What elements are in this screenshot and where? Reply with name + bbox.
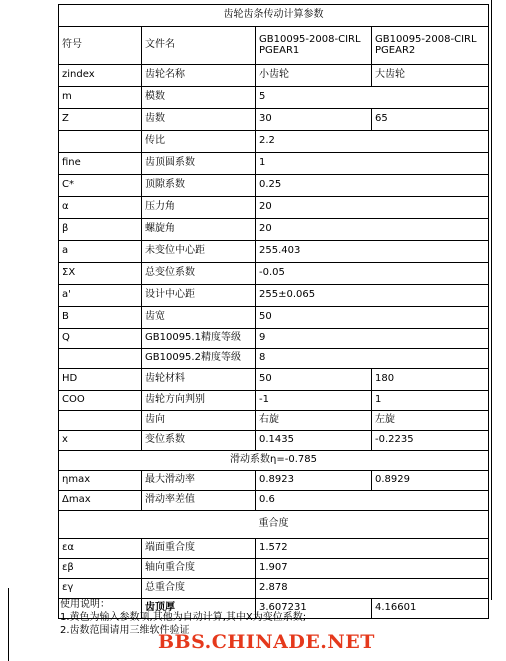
cell-value1: 9 — [256, 329, 489, 349]
cell-name: 齿数 — [142, 109, 256, 131]
table-row — [59, 263, 489, 285]
cell-symbol — [59, 131, 142, 153]
cell-symbol: m — [59, 87, 142, 109]
cell-name: 设计中心距 — [142, 285, 256, 307]
cell-value1: 5 — [256, 87, 489, 109]
cell-value1: 3.607231 — [256, 599, 372, 619]
cell-symbol: Q — [59, 329, 142, 349]
cell-value1: 255.403 — [256, 241, 489, 263]
cell-name: 轴向重合度 — [142, 559, 256, 579]
cell-value1: 50 — [256, 307, 489, 329]
cell-value1: 0.1435 — [256, 431, 372, 451]
header-name: 文件名 — [142, 27, 256, 65]
table-row — [59, 87, 489, 109]
cell-name: 传比 — [142, 131, 256, 153]
cell-symbol — [59, 411, 142, 431]
cell-value2: 0.8929 — [372, 471, 489, 491]
cell-symbol: Δmax — [59, 491, 142, 511]
cell-value2: 180 — [372, 369, 489, 391]
cell-symbol: a' — [59, 285, 142, 307]
cell-symbol: C* — [59, 175, 142, 197]
cell-name: 顶隙系数 — [142, 175, 256, 197]
cell-symbol: COO — [59, 391, 142, 411]
table-row — [59, 153, 489, 175]
cell-value1: 1.907 — [256, 559, 489, 579]
cell-value2: 65 — [372, 109, 489, 131]
cell-symbol: HD — [59, 369, 142, 391]
cell-value1: 255±0.065 — [256, 285, 489, 307]
cell-value1: 50 — [256, 369, 372, 391]
cell-value1: -0.05 — [256, 263, 489, 285]
header-col1: GB10095-2008-CIRL PGEAR1 — [256, 27, 372, 65]
cell-value2: -0.2235 — [372, 431, 489, 451]
cell-name: 模数 — [142, 87, 256, 109]
cell-symbol: εβ — [59, 559, 142, 579]
cell-name: GB10095.2精度等级 — [142, 349, 256, 369]
cell-value1: 8 — [256, 349, 489, 369]
cell-symbol: ηmax — [59, 471, 142, 491]
cell-value1: 1.572 — [256, 539, 489, 559]
cell-value1: 0.25 — [256, 175, 489, 197]
cell-name: 齿顶圆系数 — [142, 153, 256, 175]
cell-value1: 20 — [256, 219, 489, 241]
cell-value1: 0.6 — [256, 491, 489, 511]
table-row — [59, 491, 489, 511]
left-border-line — [8, 588, 9, 661]
cell-name: 压力角 — [142, 197, 256, 219]
notes-line1: 1.黄色为输入参数项,其他为自动计算,其中X为变位系数; — [60, 612, 307, 623]
table-title: 齿轮齿条传动计算参数 — [59, 5, 489, 27]
section-sliding: 滑动系数η=-0.785 — [59, 451, 489, 471]
header-symbol: 符号 — [59, 27, 142, 65]
table-row — [59, 579, 489, 599]
table-row — [59, 175, 489, 197]
cell-symbol: β — [59, 219, 142, 241]
cell-symbol: fine — [59, 153, 142, 175]
table-row — [59, 285, 489, 307]
cell-name: 总变位系数 — [142, 263, 256, 285]
cell-value1: 右旋 — [256, 411, 372, 431]
cell-value2: 大齿轮 — [372, 65, 489, 87]
section-overlap: 重合度 — [59, 511, 489, 539]
table-row — [59, 349, 489, 369]
notes-heading: 使用说明： — [60, 599, 110, 610]
cell-value1: 小齿轮 — [256, 65, 372, 87]
cell-value1: 0.8923 — [256, 471, 372, 491]
cell-value1: 1 — [256, 153, 489, 175]
table-row — [59, 219, 489, 241]
header-col2: GB10095-2008-CIRL PGEAR2 — [372, 27, 489, 65]
right-border-line — [491, 0, 492, 600]
cell-value1: 2.878 — [256, 579, 489, 599]
cell-name: 齿宽 — [142, 307, 256, 329]
cell-symbol: B — [59, 307, 142, 329]
cell-name: 变位系数 — [142, 431, 256, 451]
cell-name: 最大滑动率 — [142, 471, 256, 491]
table-row — [59, 329, 489, 349]
cell-symbol: Z — [59, 109, 142, 131]
notes-line2: 2.齿数范围请用三维软件验证 — [60, 625, 190, 636]
table-row — [59, 369, 489, 391]
table-row — [59, 391, 489, 411]
table-row — [59, 65, 489, 87]
table-row — [59, 559, 489, 579]
table-row — [59, 307, 489, 329]
table-row — [59, 471, 489, 491]
cell-value2: 左旋 — [372, 411, 489, 431]
cell-name: 端面重合度 — [142, 539, 256, 559]
table-row — [59, 431, 489, 451]
table-row — [59, 197, 489, 219]
cell-value1: 2.2 — [256, 131, 489, 153]
cell-symbol: εγ — [59, 579, 142, 599]
table-row — [59, 241, 489, 263]
cell-symbol: ΣX — [59, 263, 142, 285]
cell-name: 齿轮方向判别 — [142, 391, 256, 411]
cell-name: 滑动率差值 — [142, 491, 256, 511]
cell-name: 未变位中心距 — [142, 241, 256, 263]
cell-name: GB10095.1精度等级 — [142, 329, 256, 349]
cell-name: 齿向 — [142, 411, 256, 431]
table-row — [59, 131, 489, 153]
watermark-text: BBS.CHINADE.NET — [158, 631, 375, 653]
cell-symbol: x — [59, 431, 142, 451]
table-row — [59, 539, 489, 559]
cell-value2: 4.16601 — [372, 599, 489, 619]
table-row — [59, 411, 489, 431]
cell-value2: 1 — [372, 391, 489, 411]
cell-name: 齿顶厚 — [142, 599, 256, 619]
cell-symbol — [59, 349, 142, 369]
cell-symbol: εα — [59, 539, 142, 559]
gear-parameter-table — [58, 4, 489, 619]
cell-name: 总重合度 — [142, 579, 256, 599]
cell-symbol: zindex — [59, 65, 142, 87]
table-row — [59, 109, 489, 131]
cell-symbol: a — [59, 241, 142, 263]
cell-name: 螺旋角 — [142, 219, 256, 241]
cell-name: 齿轮材料 — [142, 369, 256, 391]
cell-value1: 20 — [256, 197, 489, 219]
cell-value1: -1 — [256, 391, 372, 411]
cell-symbol: α — [59, 197, 142, 219]
cell-name: 齿轮名称 — [142, 65, 256, 87]
cell-value1: 30 — [256, 109, 372, 131]
